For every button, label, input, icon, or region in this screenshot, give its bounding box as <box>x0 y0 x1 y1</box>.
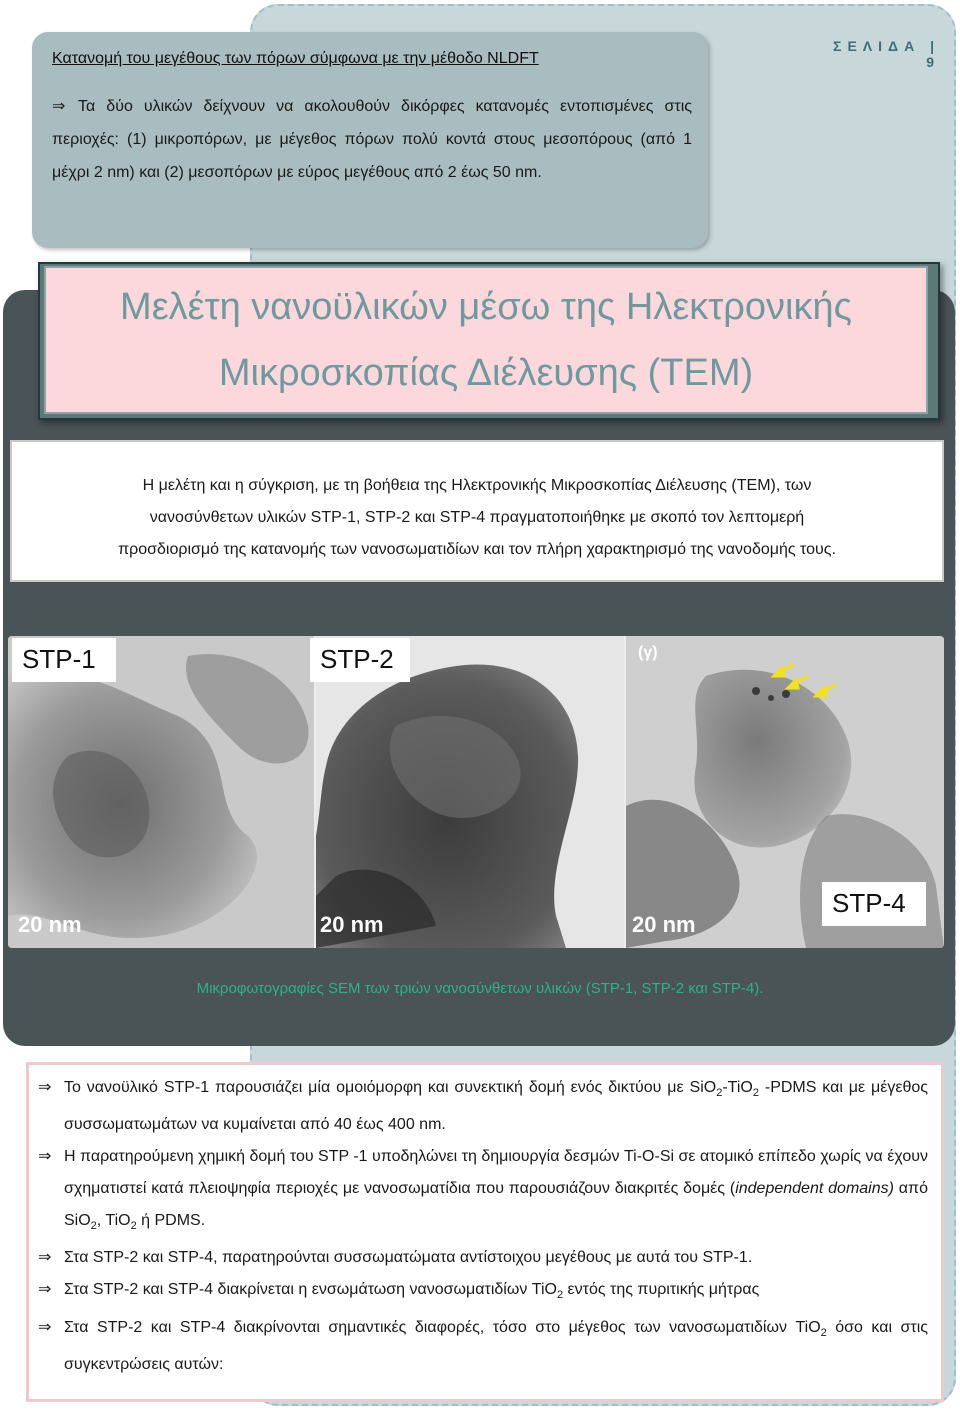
section-title-line-1: Μελέτη νανοϋλικών μέσω της Ηλεκτρονικής <box>120 286 852 328</box>
intro-line-1: Η μελέτη και η σύγκριση, με τη βοήθεια της Ηλεκτρονικής Μικροσκοπίας Διέλευσης (TEM), των <box>142 477 812 494</box>
intro-line-3: προσδιορισμό της κατανομής των νανοσωματιδίων και τον πλήρη χαρακτηρισμό της νανοδομής τους. <box>118 541 836 558</box>
finding-3: ⇒ Στα STP-2 και STP-4, παρατηρούνται συσσωματώματα αντίστοιχου μεγέθους με αυτά του STP-1. <box>38 1242 928 1274</box>
tem-image-stp2 <box>316 636 624 948</box>
scale-bar-stp1: 20 nm <box>18 912 82 937</box>
double-arrow-right-icon: ⇒ <box>38 1318 52 1336</box>
findings-list <box>38 1072 928 1381</box>
tem-image-stp1 <box>8 636 314 948</box>
nldft-bullet <box>52 90 692 189</box>
panel-tag-stp4: (γ) <box>638 644 658 661</box>
double-arrow-right-icon: ⇒ <box>52 98 66 115</box>
double-arrow-right-icon: ⇒ <box>38 1281 52 1299</box>
figure-caption: Μικροφωτογραφίες SEM των τριών νανοσύνθετων υλικών (STP-1, STP-2 και STP-4). <box>196 980 764 997</box>
image-label-stp2: STP-2 <box>310 638 410 682</box>
double-arrow-right-icon: ⇒ <box>38 1148 52 1166</box>
nldft-bullet-text: Τα δύο υλικών δείχνουν να ακολουθούν δικόρφες κατανομές εντοπισμένες στις περιοχές: (1) μικροπόρων, με μέγεθος πόρων πολύ κοντά στους μεσοπόρους (από 1 μέχρι 2 nm) και (2) μεσοπόρων με εύρος μεγέθους από 2 έως 50 nm. <box>52 98 692 181</box>
section-title <box>44 266 928 414</box>
finding-5: ⇒ Στα STP-2 και STP-4 διακρίνονται σημαντικές διαφορές, τόσο στο μέγεθος των νανοσωματιδίων TiO$_2$ όσο και στις συγκεντρώσεις αυτών: <box>38 1312 928 1381</box>
scale-bar-stp4: 20 nm <box>632 912 696 937</box>
double-arrow-right-icon: ⇒ <box>38 1249 52 1267</box>
page-number: ΣΕΛΙΔΑ | 9 <box>833 38 940 70</box>
intro-line-2: νανοσύνθετων υλικών STP-1, STP-2 και STP-4 πραγματοποιήθηκε με σκοπό τον λεπτομερή <box>149 509 805 526</box>
nldft-title: Κατανομή του μεγέθους των πόρων σύμφωνα με την μέθοδο NLDFT <box>52 50 539 67</box>
finding-2: ⇒ Η παρατηρούμενη χημική δομή του STP -1 υποδηλώνει τη δημιουργία δεσμών Ti-O-Si σε ατομικό επίπεδο χωρίς να έχουν σχηματιστεί κατά πλειοψηφία περιοχές με νανοσωματίδια που παρουσιάζουν διακριτές δομές (independent domains) από SiO$_2$, TiO$_2$ ή PDMS. <box>38 1141 928 1242</box>
finding-1: ⇒ Το νανοϋλικό STP-1 παρουσιάζει μία ομοιόμορφη και συνεκτική δομή ενός δικτύου με SiO$_2$-TiO$_2$ -PDMS και με μέγεθος συσσωματωμάτων να κυμαίνεται από 40 έως 400 nm. <box>38 1072 928 1141</box>
finding-4: ⇒ Στα STP-2 και STP-4 διακρίνεται η ενσωμάτωση νανοσωματιδίων TiO$_2$ εντός της πυριτικής μήτρας <box>38 1274 928 1311</box>
tem-images <box>8 636 944 948</box>
double-arrow-right-icon: ⇒ <box>38 1079 52 1096</box>
image-label-stp1: STP-1 <box>12 638 116 682</box>
intro-text <box>10 440 944 582</box>
section-title-line-2: Μικροσκοπίας Διέλευσης (TEM) <box>218 352 754 394</box>
scale-bar-stp2: 20 nm <box>320 912 384 937</box>
image-label-stp4: STP-4 <box>822 882 926 926</box>
